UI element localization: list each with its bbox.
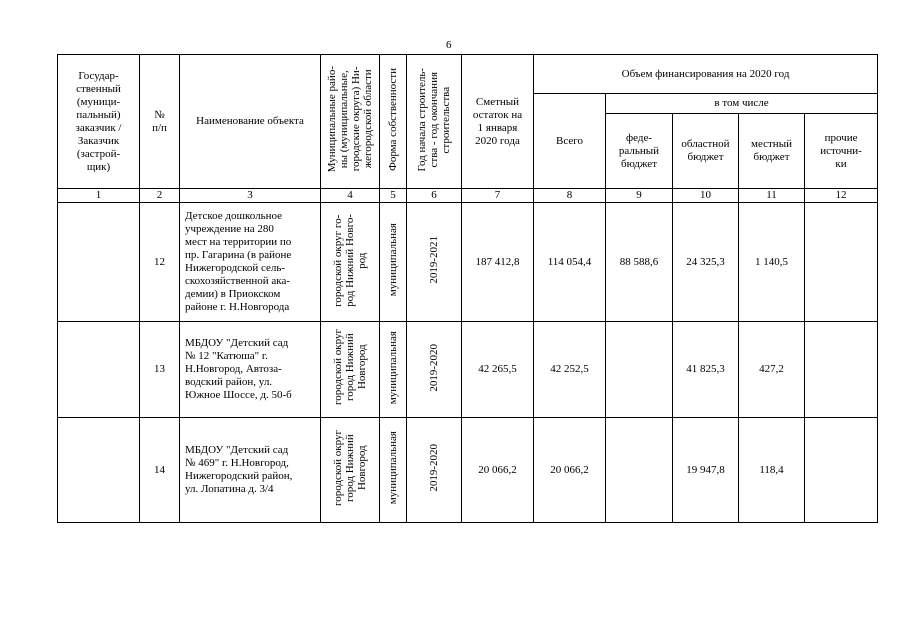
cell-num: 14 bbox=[140, 418, 180, 523]
cell-federal: 88 588,6 bbox=[606, 203, 673, 322]
header-federal: феде- ральный бюджет bbox=[606, 114, 673, 189]
cell-ownership-text: муниципальная bbox=[387, 223, 399, 297]
column-number: 6 bbox=[407, 189, 462, 203]
cell-balance: 20 066,2 bbox=[462, 418, 534, 523]
cell-customer bbox=[58, 418, 140, 523]
header-customer: Государ- ственный (муници- пальный) заказчик / Заказчик (застрой- щик) bbox=[58, 55, 140, 189]
cell-years-text: 2019-2021 bbox=[428, 236, 440, 284]
header-ownership-text: Форма собственности bbox=[387, 68, 399, 171]
header-total: Всего bbox=[534, 94, 606, 189]
column-number: 7 bbox=[462, 189, 534, 203]
cell-local: 1 140,5 bbox=[739, 203, 805, 322]
cell-ownership bbox=[380, 322, 407, 418]
cell-years bbox=[407, 203, 462, 322]
column-number: 3 bbox=[180, 189, 321, 203]
financing-table bbox=[57, 54, 878, 523]
cell-other bbox=[805, 203, 878, 322]
cell-balance: 42 265,5 bbox=[462, 322, 534, 418]
page-number: 6 bbox=[446, 39, 452, 51]
cell-years bbox=[407, 418, 462, 523]
cell-district-text: городской округ го- род Нижний Новго- род bbox=[332, 213, 368, 307]
header-including: в том числе bbox=[606, 94, 878, 114]
cell-local: 427,2 bbox=[739, 322, 805, 418]
column-number: 2 bbox=[140, 189, 180, 203]
cell-district bbox=[321, 203, 380, 322]
table-row bbox=[58, 203, 878, 322]
header-funding: Объем финансирования на 2020 год bbox=[534, 55, 878, 94]
cell-object-name: МБДОУ "Детский сад № 469" г. Н.Новгород, Нижегородский район, ул. Лопатина д. 3/4 bbox=[180, 418, 321, 523]
column-number: 11 bbox=[739, 189, 805, 203]
column-number: 8 bbox=[534, 189, 606, 203]
header-other: прочие источни- ки bbox=[805, 114, 878, 189]
cell-total: 114 054,4 bbox=[534, 203, 606, 322]
cell-customer bbox=[58, 203, 140, 322]
cell-num: 12 bbox=[140, 203, 180, 322]
cell-balance: 187 412,8 bbox=[462, 203, 534, 322]
cell-district bbox=[321, 322, 380, 418]
cell-total: 42 252,5 bbox=[534, 322, 606, 418]
cell-num: 13 bbox=[140, 322, 180, 418]
header-ownership bbox=[380, 55, 407, 189]
cell-other bbox=[805, 418, 878, 523]
cell-regional: 24 325,3 bbox=[673, 203, 739, 322]
column-number: 5 bbox=[380, 189, 407, 203]
header-num: № п/п bbox=[140, 55, 180, 189]
cell-federal bbox=[606, 322, 673, 418]
header-years bbox=[407, 55, 462, 189]
cell-other bbox=[805, 322, 878, 418]
cell-ownership-text: муниципальная bbox=[387, 431, 399, 505]
header-regional: областной бюджет bbox=[673, 114, 739, 189]
header-districts-text: Муниципальные райо- ны (муниципальные, городские округа) Ни- жегородской области bbox=[326, 66, 374, 173]
cell-total: 20 066,2 bbox=[534, 418, 606, 523]
column-number: 12 bbox=[805, 189, 878, 203]
cell-district bbox=[321, 418, 380, 523]
cell-ownership bbox=[380, 418, 407, 523]
table-row bbox=[58, 322, 878, 418]
header-object-name: Наименование объекта bbox=[180, 55, 321, 189]
cell-regional: 19 947,8 bbox=[673, 418, 739, 523]
cell-ownership bbox=[380, 203, 407, 322]
header-years-text: Год начала строитель- ства - год окончания строительства bbox=[416, 67, 452, 172]
header-districts bbox=[321, 55, 380, 189]
header-local: местный бюджет bbox=[739, 114, 805, 189]
column-number: 1 bbox=[58, 189, 140, 203]
column-number: 10 bbox=[673, 189, 739, 203]
cell-regional: 41 825,3 bbox=[673, 322, 739, 418]
cell-years bbox=[407, 322, 462, 418]
cell-federal bbox=[606, 418, 673, 523]
cell-years-text: 2019-2020 bbox=[428, 444, 440, 492]
column-number-row bbox=[58, 189, 878, 203]
cell-local: 118,4 bbox=[739, 418, 805, 523]
header-balance: Сметный остаток на 1 января 2020 года bbox=[462, 55, 534, 189]
column-number: 9 bbox=[606, 189, 673, 203]
cell-customer bbox=[58, 322, 140, 418]
cell-district-text: городской округ город Нижний Новгород bbox=[332, 429, 368, 507]
cell-district-text: городской округ город Нижний Новгород bbox=[332, 329, 368, 406]
cell-object-name: МБДОУ "Детский сад № 12 "Катюша" г. Н.Новгород, Автоза- водский район, ул. Южное Шоссе, д. 50-б bbox=[180, 322, 321, 418]
cell-years-text: 2019-2020 bbox=[428, 343, 440, 392]
table-row bbox=[58, 418, 878, 523]
column-number: 4 bbox=[321, 189, 380, 203]
cell-ownership-text: муниципальная bbox=[387, 330, 399, 405]
cell-object-name: Детское дошкольное учреждение на 280 мест на территории по пр. Гагарина (в районе Нижегородской сель- скохозяйственной ака- демии) в Приокском районе г. Н.Новгорода bbox=[180, 203, 321, 322]
